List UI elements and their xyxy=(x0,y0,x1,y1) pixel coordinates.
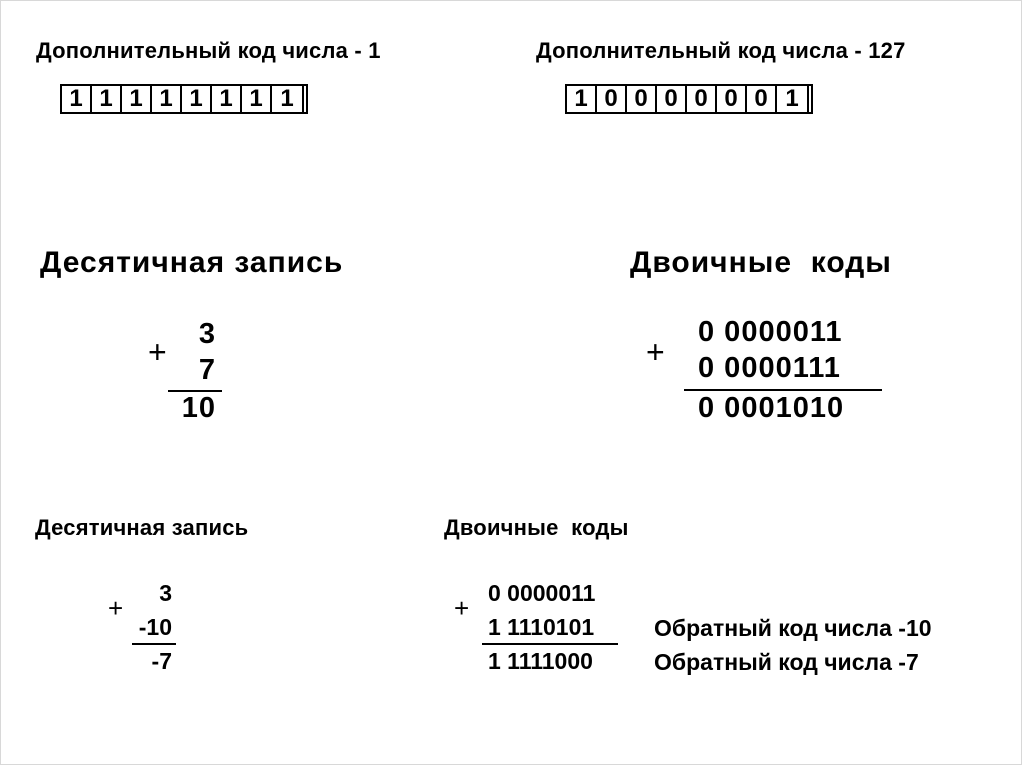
binary-sum: 0 0001010 xyxy=(698,392,845,424)
plus-sign: + xyxy=(454,593,470,623)
binary-heading-2: Двоичные коды xyxy=(444,515,629,540)
complement-title-minus-1: Дополнительный код числа - 1 xyxy=(36,38,381,63)
binary-heading-1: Двоичные коды xyxy=(630,246,892,279)
bit-cell: 0 xyxy=(687,86,717,112)
bit-cell: 1 xyxy=(92,86,122,112)
bit-cell: 1 xyxy=(182,86,212,112)
binary-addend-b: 1 1110101 xyxy=(488,614,595,640)
note-inverse-code-minus-10: Обратный код числа -10 xyxy=(654,615,932,641)
complement-title-minus-127: Дополнительный код числа - 127 xyxy=(536,38,906,63)
register-minus-127 xyxy=(565,84,809,114)
register-minus-1 xyxy=(60,84,304,114)
decimal-heading-2: Десятичная запись xyxy=(35,515,249,540)
bit-cell: 1 xyxy=(242,86,272,112)
decimal-addend-a: 3 xyxy=(198,318,216,350)
plus-sign: + xyxy=(108,593,124,623)
bit-cell: 1 xyxy=(567,86,597,112)
bit-cell: 0 xyxy=(657,86,687,112)
binary-sum: 1 1111000 xyxy=(488,648,593,674)
bit-cell: 1 xyxy=(152,86,182,112)
bit-cell: 1 xyxy=(280,85,294,112)
binary-addend-a: 0 0000011 xyxy=(488,580,596,606)
sum-line xyxy=(684,389,882,391)
decimal-sum: -7 xyxy=(151,648,172,674)
bit-cell: 0 xyxy=(717,86,747,112)
decimal-addend-b: -10 xyxy=(138,614,172,640)
decimal-heading-1: Десятичная запись xyxy=(40,246,344,279)
bit-cell: 1 xyxy=(785,85,799,112)
decimal-addend-b: 7 xyxy=(198,354,216,386)
note-inverse-code-minus-7: Обратный код числа -7 xyxy=(654,649,919,675)
sum-line xyxy=(132,643,176,645)
bit-cell: 0 xyxy=(597,86,627,112)
bit-cell: 1 xyxy=(122,86,152,112)
binary-addend-a: 0 0000011 xyxy=(698,316,843,348)
bit-cell: 0 xyxy=(747,86,777,112)
bit-cell: 0 xyxy=(627,86,657,112)
plus-sign: + xyxy=(646,334,665,370)
decimal-sum: 10 xyxy=(181,392,216,424)
bit-cell: 1 xyxy=(212,86,242,112)
bit-cell: 1 xyxy=(62,86,92,112)
decimal-addend-a: 3 xyxy=(159,580,172,606)
sum-line xyxy=(482,643,618,645)
plus-sign: + xyxy=(148,334,167,370)
binary-addend-b: 0 0000111 xyxy=(698,352,841,384)
